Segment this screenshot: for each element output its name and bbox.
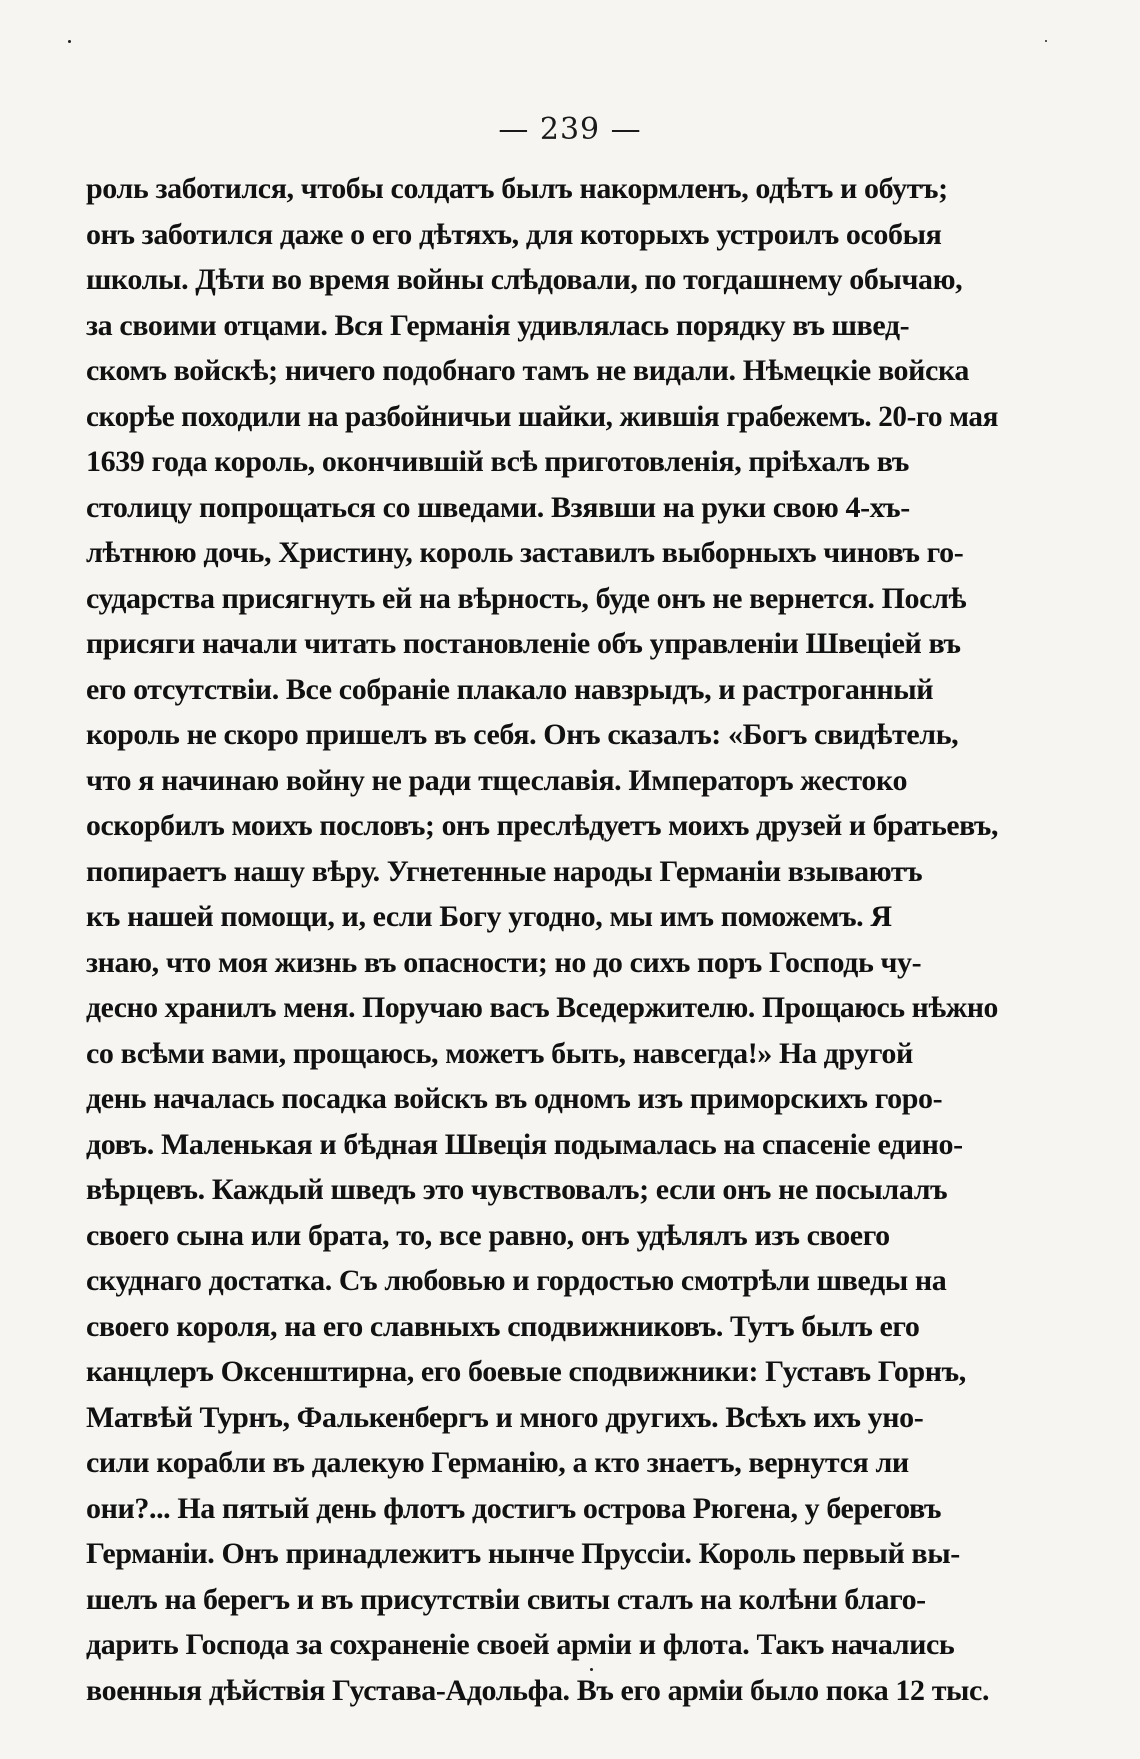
text-line: знаю, что моя жизнь въ опасности; но до сихъ поръ Господь чу- [86, 945, 922, 979]
text-line: лѣтнюю дочь, Христину, король заставилъ выборныхъ чиновъ го- [86, 536, 964, 569]
text-line: дарить Господа за сохраненіе своей арміи и флота. Такъ начались [86, 1628, 955, 1661]
body-text [86, 166, 998, 1713]
text-line: столицу попрощаться со шведами. Взявши на руки свою 4-хъ- [86, 490, 910, 524]
text-line: Германіи. Онъ принадлежитъ нынче Пруссіи. Король первый вы- [86, 1537, 960, 1570]
text-line: школы. Дѣти во время войны слѣдовали, по тогдашнему обычаю, [86, 263, 963, 296]
text-line: къ нашей помощи, и, если Богу угодно, мы имъ поможемъ. Я [86, 900, 892, 933]
text-line: скорѣе походили на разбойничьи шайки, жившія грабежемъ. 20-го мая [86, 399, 998, 433]
text-line: канцлеръ Оксенштирна, его боевые сподвижники: Густавъ Горнъ, [86, 1355, 966, 1388]
text-line: скуднаго достатка. Съ любовью и гордостью смотрѣли шведы на [86, 1264, 947, 1297]
text-line: день началась посадка войскъ въ одномъ изъ приморскихъ горо- [86, 1082, 943, 1115]
text-line: Матвѣй Турнъ, Фалькенбергъ и много другихъ. Всѣхъ ихъ уно- [86, 1400, 924, 1434]
text-line: сили корабли въ далекую Германію, а кто знаетъ, вернутся ли [86, 1446, 909, 1479]
text-line: своего сына или брата, то, все равно, онъ удѣлялъ изъ своего [86, 1218, 890, 1252]
text-line: роль заботился, чтобы солдатъ былъ накормленъ, одѣтъ и обутъ; [86, 172, 948, 205]
text-line: король не скоро пришелъ въ себя. Онъ сказалъ: «Богъ свидѣтель, [86, 718, 959, 751]
text-line: своего короля, на его славныхъ сподвижниковъ. Тутъ былъ его [86, 1309, 920, 1343]
print-speck [1045, 40, 1047, 42]
text-line: военныя дѣйствія Густава-Адольфа. Въ его арміи было пока 12 тыс. [86, 1673, 990, 1707]
text-line: довъ. Маленькая и бѣдная Швеція подымалась на спасеніе едино- [86, 1127, 963, 1161]
text-line: онъ заботился даже о его дѣтяхъ, для которыхъ устроилъ особыя [86, 217, 942, 251]
text-line: присяги начали читать постановленіе объ управленіи Швеціей въ [86, 627, 961, 660]
text-line: десно хранилъ меня. Поручаю васъ Вседержителю. Прощаюсь нѣжно [86, 991, 998, 1024]
text-line: скомъ войскѣ; ничего подобнаго тамъ не видали. Нѣмецкіе войска [86, 354, 969, 387]
text-line: его отсутствіи. Все собраніе плакало навзрыдъ, и растроганный [86, 672, 934, 706]
text-line: они?... На пятый день флотъ достигъ острова Рюгена, у береговъ [86, 1491, 942, 1525]
text-line: 1639 года король, окончившій всѣ приготовленія, пріѣхалъ въ [86, 445, 909, 478]
text-line: вѣрцевъ. Каждый шведъ это чувствовалъ; если онъ не посылалъ [86, 1173, 948, 1206]
page-number: — 239 — [498, 112, 642, 147]
text-line: шелъ на берегъ и въ присутствіи свиты сталъ на колѣни благо- [86, 1582, 926, 1616]
text-line: сударства присягнуть ей на вѣрность, буде онъ не вернется. Послѣ [86, 581, 967, 615]
text-line: попираетъ нашу вѣру. Угнетенные народы Германіи взываютъ [86, 854, 923, 888]
text-line: за своими отцами. Вся Германія удивлялась порядку въ швед- [86, 308, 910, 342]
text-line: оскорбилъ моихъ пословъ; онъ преслѣдуетъ моихъ друзей и братьевъ, [86, 809, 998, 842]
print-speck [68, 40, 71, 43]
text-line: что я начинаю войну не ради тщеславія. Императоръ жестоко [86, 763, 908, 797]
text-line: со всѣми вами, прощаюсь, можетъ быть, навсегда!» На другой [86, 1036, 913, 1070]
